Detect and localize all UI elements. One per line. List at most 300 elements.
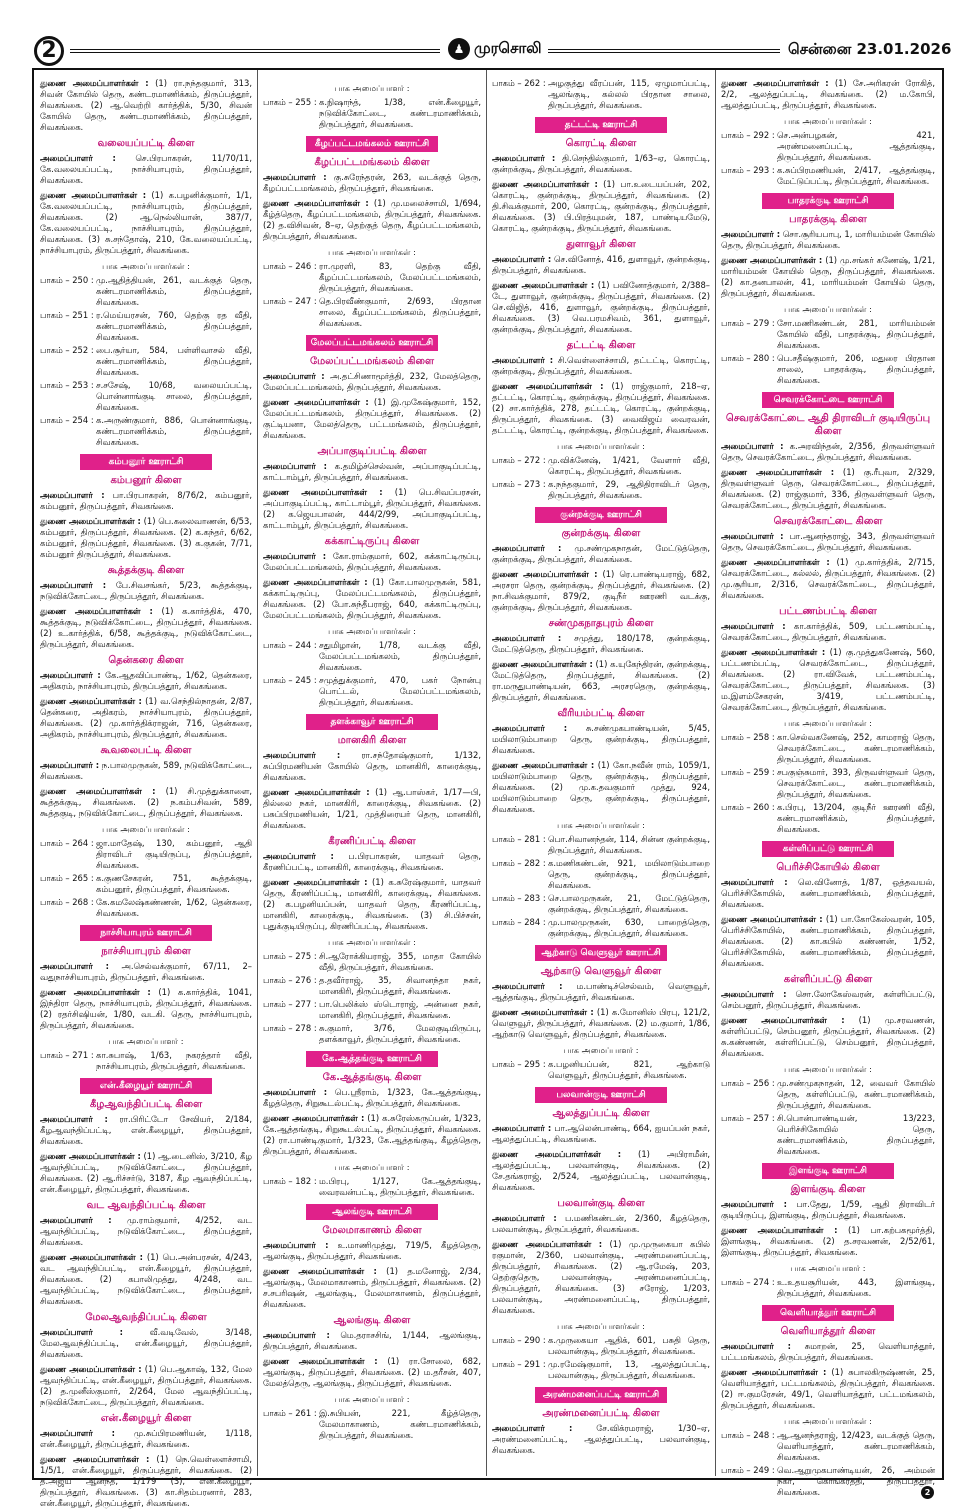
member-details: (1) மு.கார்த்திக், 2/715, செவரக்கோட்டை, கல்லல், திருப்பத்தூர், சிவகங்கை. (2) மு.சூரியா, 2/316, செவரக்கோட்டை, திருப்பத்தூர், சிவகங்கை. (721, 557, 936, 600)
booth-number: பாகம் – 279 : (721, 318, 775, 328)
member-entry (40, 961, 252, 983)
role-label: அமைப்பாளர் : (492, 1213, 557, 1223)
booth-organisers-heading: பாக அமைப்பாளர்கள் : (784, 718, 872, 728)
booth-number: பாகம் – 256 : (721, 1078, 775, 1088)
role-label: துணை அமைப்பாளர்கள் : (263, 1113, 365, 1123)
booth-entry (40, 897, 252, 919)
booth-details: பொ.சிவானந்தன், 114, சின்ன குன்றக்குடி, திருப்பத்தூர், சிவகங்கை. (548, 834, 710, 855)
booth-number: பாகம் – 295 : (492, 1059, 546, 1069)
member-details: (1) க.கார்த்திக், 1041, இந்திரா தெரு, நாச்சியாபுரம், திருப்பத்தூர், சிவகங்கை. (2) ரதர்சிஷியன், 1/80, வடகி. தெரு, நாச்சியாபுரம், திருப்பத்தூர், சிவகங்கை. (40, 987, 253, 1030)
member-entry (492, 633, 710, 655)
booth-details: க.மணிகண்டன், 921, மயிலாடும்பாறை தெரு, குன்றக்குடி, திருப்பத்தூர், சிவகங்கை. (548, 858, 710, 890)
branch-title: கீழப்பட்டமங்கலம் கிளை (314, 157, 430, 168)
booth-number: பாகம் – 280 : (721, 353, 775, 363)
role-label: அமைப்பாளர் : (492, 633, 562, 643)
member-details: (1) கு.முத்துகணேஷ், 560, பட்டணம்பட்டி, செவரக்கோட்டை, திருப்பத்தூர், சிவகங்கை. (2) ரா.விவேக், பட்டணம்பட்டி, செவரக்கோட்டை, திருப்பத்தூர், சிவகங்கை. (3) ம.இளம்சேகரன், 3/419, பட்டணம்பட்டி, செவரக்கோட்டை, திருப்பத்தூர், சிவகங்கை. (721, 647, 935, 712)
booth-entry (263, 675, 481, 708)
role-label: துணை அமைப்பாளர்கள் : (40, 606, 153, 616)
member-entry (263, 750, 481, 783)
booth-number: பாகம் – 246 : (263, 261, 317, 271)
branch-title: மேலஆவந்திப்பட்டி கிளை (85, 1312, 207, 1323)
role-label: துணை அமைப்பாளர்கள் : (40, 78, 149, 88)
member-entry (263, 1087, 481, 1109)
role-label: துணை அமைப்பாளர்கள் : (492, 569, 598, 579)
member-details: (1) ரெ.பாண்டியராஜ், 682, அரசரா தெரு, குன்றக்குடி, திருப்பத்தூர், சிவகங்கை. (2) நா.சிவக்குமார், 879/2, குடிநீர் ஊரணி வடக்கு, குன்றக்குடி, திருப்பத்தூர், சிவகங்கை. (492, 569, 710, 612)
panchayat-banner: செவரக்கோட்டை ஊராட்சி (762, 392, 894, 408)
member-entry (721, 557, 935, 601)
member-entry (721, 621, 935, 643)
booth-details: த.தவீர்ராஜ், 35, சிவானந்தா நகர், மானகிரி, திருப்பத்தூர், சிவகங்கை. (319, 975, 481, 996)
booth-entry (492, 858, 710, 891)
member-details: சு.சண்முகபாண்டியன், 5/45, மயிலாடும்பாறை தெரு, குன்றக்குடி, திருப்பத்தூர், சிவகங்கை. (492, 723, 711, 755)
newspaper-name: முரசொலி (474, 39, 542, 57)
branch-title: என்.கீழையூர் கிளை (100, 1413, 192, 1424)
member-details: சே.விக்ரமராஜ், 1/30–ஏ, அரண்மனைப்பட்டி, ஆலத்துப்பட்டி, பலவான்குடி, சிவகங்கை. (492, 1423, 710, 1455)
booth-number: பாகம் – 278 : (263, 1023, 317, 1033)
member-details: (1) மு.முருகையா கபில் ரகுமான், 2/360, பலவான்குடி, அரண்மனைப்பட்டி, திருப்பத்தூர், சிவகங்கை. (2) ஆ.ரமேஷ், 203, தெற்குதெரு, பலவான்குடி, அரண்மனைப்பட்டி, திருப்பத்தூர், சிவகங்கை. (3) சரோஜ், 1/203, பலவான்குடி, அரண்மனைப்பட்டி, திருப்பத்தூர், சிவகங்கை. (492, 1239, 710, 1315)
member-entry (492, 179, 710, 234)
booth-number: பாகம் – 249 : (721, 1465, 775, 1475)
booth-entry (492, 479, 710, 501)
role-label: துணை அமைப்பாளர்கள் : (721, 467, 835, 477)
member-entry (40, 1327, 252, 1360)
role-label: அமைப்பாளர் : (721, 441, 784, 451)
role-label: துணை அமைப்பாளர்கள் : (721, 647, 826, 657)
role-label: அமைப்பாளர் : (40, 1428, 116, 1438)
role-label: துணை அமைப்பாளர்கள் : (721, 914, 823, 924)
booth-organisers-heading: பாக அமைப்பாளர்கள் : (102, 261, 190, 271)
booth-details: ர.மெய்யரசன், 760, தெற்கு ரத வீதி, கண்டரமாணிக்கம், திருப்பத்தூர், சிவகங்கை. (96, 310, 252, 342)
member-details: (1) சுபாலகிருஷ்ணன், 25, வெளியாத்தூர், பட்டமங்கலம், திருப்பத்தூர், சிவகங்கை. (2) ஈ.குமரேசன், 49/1, வெளியாத்தூர், பட்டமங்கலம், திருப்பத்தூர், சிவகங்கை. (721, 1367, 935, 1410)
member-details: பா.ஆலென்பாண்டி, 664, ஐயப்பன் நகர், ஆலத்துப்பட்டி, சிவகங்கை. (492, 1123, 710, 1144)
booth-entry (492, 834, 710, 856)
panchayat-banner: கம்பனூர் ஊராட்சி (80, 454, 212, 470)
role-label: அமைப்பாளர் : (721, 1341, 791, 1351)
booth-entry (40, 310, 252, 343)
booth-details: இ.சுபியன், 221, கீழ்த்தெரு, மேலமாகாணம், கண்டரமாணிக்கம், திருப்பத்தூர், சிவகங்கை. (319, 1408, 481, 1440)
member-details: (1) பெ.அன்பரசன், 4/243, வட ஆவந்திப்பட்டி, என்.கீழையூர், திருப்பத்தூர், சிவகங்கை. (2) கபாலிமுத்து, 4/248, வட ஆவந்திப்பட்டி, நடுவிக்கோட்டை, திருப்பத்தூர், சிவகங்கை. (40, 1252, 253, 1306)
member-details: (1) ரா.சோலை, 682, ஆலங்குடி, திருப்பத்தூர், சிவகங்கை. (2) ம.தரீசன், 407, மேலத்தெரு, ஆலங்குடி, திருப்பத்தூர், சிவகங்கை. (263, 1356, 481, 1388)
role-label: அமைப்பாளர் : (492, 723, 568, 733)
booth-details: வெ.ஆறுமுகபாண்டியன், 26, அம்மன் நகர், கொங்கரத்தி, திருப்பத்தூர், சிவகங்கை. (777, 1465, 935, 1497)
member-entry (721, 1225, 935, 1258)
booth-details: மு.விக்னேஷ், 1/421, வேளார் வீதி, கொரட்டி, திருப்பத்தூர், சிவகங்கை. (548, 455, 710, 476)
member-entry (721, 647, 935, 713)
member-entry (492, 760, 710, 815)
role-label: அமைப்பாளர் : (40, 961, 109, 971)
member-entry (263, 198, 481, 242)
booth-number: பாகம் – 281 : (492, 834, 546, 844)
member-entry (40, 1215, 252, 1248)
member-entry (492, 381, 710, 436)
member-details: சி.வெள்ளைச்சாமி, தட்டட்டி, கொரட்டி, குன்றக்குடி, திருப்பத்தூர், சிவகங்கை. (492, 355, 710, 376)
role-label: துணை அமைப்பாளர்கள் : (721, 1367, 827, 1377)
member-details: (1) பவினோத்குமார், 2/388–டே, துளாவூர், குன்றக்குடி, திருப்பத்தூர், சிவகங்கை. (2) செ.விஜித், 416, துளாவூர், குன்றக்குடி, திருப்பத்தூர், சிவகங்கை. (3) வெ.பரமசிவம், 361, துளாவூர், குன்றக்குடி, திருப்பத்தூர், சிவகங்கை. (492, 280, 710, 334)
booth-organisers-heading: பாக அமைப்பாளர் : (334, 1162, 410, 1172)
member-details: செ.பிரபாகரன், 11/70/11, கே.வலையப்பட்டி, நாச்சியாபுரம், திருப்பத்தூர், சிவகங்கை. (40, 153, 252, 185)
member-details: (1) கோ.பாலமுருகன், 581, கக்காட்டிருப்பு, மேலப்பட்டமங்கலம், திருப்பத்தூர், சிவகங்கை. (2) போ.சுந்தீபராஜ், 640, கக்காட்டிருப்பு, மேலப்பட்டமங்கலம், திருப்பத்தூர், சிவகங்கை. (263, 577, 481, 620)
role-label: துணை அமைப்பாளர்கள் : (492, 1149, 622, 1159)
role-label: அமைப்பாளர் : (492, 1423, 573, 1433)
masthead-rule-left (70, 49, 440, 53)
booth-organisers-heading: பாக அமைப்பாளர்கள் : (328, 937, 416, 947)
booth-number: பாகம் – 257 : (721, 1113, 775, 1123)
booth-organisers-heading: பாக அமைப்பாளர்கள் : (784, 1416, 872, 1426)
booth-organisers-heading: பாக அமைப்பாளர் : (790, 1263, 866, 1273)
member-entry (721, 1341, 935, 1363)
member-details: (1) த.மனோஜ், 2/34, ஆலங்குடி, மேலமாகாணம், திருப்பத்தூர், சிவகங்கை. (2) ச.சபரிஷன், ஆலங்குடி, மேலமாகாணம், திருப்பத்தூர், சிவகங்கை. (263, 1266, 481, 1309)
booth-number: பாகம் – 264 : (40, 838, 94, 848)
role-label: துணை அமைப்பாளர்கள் : (721, 255, 823, 265)
member-details: பே.சிவசங்கர், 5/23, கூத்தக்குடி, நடுவிக்கோட்டை, திருப்பத்தூர், சிவகங்கை. (40, 580, 252, 601)
member-entry (40, 1428, 252, 1450)
booth-entry (492, 78, 710, 111)
booth-details: ஜா.மாதேஷ், 130, கம்பனூர், ஆதி திராவிடர் குடியிருப்பு, திருப்பத்தூர், சிவகங்கை. (96, 838, 252, 870)
booth-entry (40, 275, 252, 308)
member-details: சொ.சூரியபாபு, 1, மாரியம்மன் கோயில் தெரு, திருப்பத்தூர், சிவகங்கை. (721, 229, 935, 250)
booth-entry (263, 640, 481, 673)
member-details: சுமாறன், 25, வெளியாத்தூர், பட்டமங்கலம், திருப்பத்தூர், சிவகங்கை. (721, 1341, 935, 1362)
branch-title: தட்டட்டி கிளை (566, 340, 636, 351)
booth-details: ச.சசேஷ், 10/68, வலையப்பட்டி, பொன்னாங்குடி சாலை, திருப்பத்தூர், சிவகங்கை. (96, 380, 252, 412)
member-details: (1) நெ.வெள்ளைச்சாமி, 1/5/1, என்.கீழையூர், திருப்பத்தூர், சிவகங்கை. (2) த.அஜய் ஆனந்த், 1/179 (3), என்.கீழையூர், திருப்பத்தூர், சிவகங்கை. (3) கா.சிதம்பரனார், 283, என்.கீழையூர், திருப்பத்தூர், சிவகங்கை. (40, 1454, 252, 1508)
role-label: துணை அமைப்பாளர்கள் : (263, 397, 369, 407)
panchayat-banner: தளக்காவூர் ஊராட்சி (306, 714, 438, 730)
booth-number: பாகம் – 271 : (40, 1050, 94, 1060)
member-entry (721, 914, 935, 969)
member-entry (721, 877, 935, 910)
role-label: துணை அமைப்பாளர்கள் : (721, 1225, 838, 1235)
member-details: லெ.வினோத், 1/87, ஒத்தவயல், பெரிச்சிகோயில், கண்டரமாணிக்கம், திருப்பத்தூர், சிவகங்கை. (721, 877, 935, 909)
role-label: துணை அமைப்பாளர்கள் : (263, 577, 368, 587)
dateline: சென்னை 23.01.2026 (788, 40, 952, 58)
member-details: செ.வினோத், 416, துளாவூர், குன்றக்குடி, திருப்பத்தூர், சிவகங்கை. (492, 254, 710, 275)
member-details: (1) க.சுரேஸ்கருப்பன், 1/323, கே.ஆத்தங்குடி, சிறுகூடல்பட்டி, திருப்பத்தூர், சிவகங்கை. (2) ரா.பாண்டிகுமார், 1/323, கே.ஆத்தங்குடி, கீழத்தெரு, திருப்பத்தூர், சிவகங்கை. (263, 1113, 482, 1156)
booth-details: ஆ.ஆனந்தராஜ், 12/423, வடக்குத் தெரு, வெளியாத்தூர், கண்டரமாணிக்கம், சிவகங்கை. (777, 1430, 935, 1462)
member-details: அ.தட்சிணாமூர்த்தி, 232, மேலத்தெரு, மேலப்பட்டமங்கலம், திருப்பத்தூர், சிவகங்கை. (263, 371, 482, 392)
member-entry (40, 1151, 252, 1195)
member-details: க.அரவிந்தன், 2/356, திருவள்ளுவர் தெரு, செவரக்கோட்டை, திருப்பத்தூர், சிவகங்கை. (721, 441, 935, 462)
booth-number: பாகம் – 244 : (263, 640, 317, 650)
member-details: கா.கார்த்திக், 509, பட்டணம்பட்டி, செவரக்கோட்டை, திருப்பத்தூர், சிவகங்கை. (721, 621, 935, 642)
member-details: (1) க.சுரேஷ்குமார், யாதவர் தெரு, கீரணிப்பட்டி, மானகிரி, காரைக்குடி, சிவகங்கை. (2) க.பழனியப்பன், யாதவர் தெரு, கீரணிப்பட்டி, மானகிரி, காரைக்குடி, சிவகங்கை. (3) சி.பிச்சன், புதுக்குடியிருப்பு, கிரணிப்பட்டி, சிவகங்கை. (263, 877, 481, 931)
branch-title: துளாவூர் கிளை (566, 239, 636, 250)
role-label: துணை அமைப்பாளர்கள் : (40, 987, 151, 997)
member-details: கோ.ராம்குமார், 602, கக்காட்டிருப்பு, மேலப்பட்டமங்கலம், திருப்பத்தூர், சிவகங்கை. (263, 551, 481, 572)
member-details: (1) க.கார்த்திக், 470, கூத்தக்குடி, நடுவிக்கோட்டை, திருப்பத்தூர், சிவகங்கை. (2) உ.கார்த்திக், 6/58, கூத்தக்குடி, நடுவிக்கோட்டை, திருப்பத்தூர், சிவகங்கை. (40, 606, 252, 649)
masthead-logo (448, 38, 542, 60)
member-details: (1) ராஜ்குமார், 218–ஏ, தட்டட்டி, கொரட்டி, குன்றக்குடி, திருப்பத்தூர், சிவகங்கை. (2) சா.கார்த்திக், 278, தட்டட்டி, கொரட்டி, குன்றக்குடி, திருப்பத்தூர், சிவகங்கை. (3) வைவிஜய் வைரவன், தட்டட்டி, கொரட்டி, குன்றக்குடி, திருப்பத்தூர், சிவகங்கை. (492, 381, 710, 435)
member-entry (721, 255, 935, 299)
role-label: அமைப்பாளர் : (721, 229, 781, 239)
member-entry (40, 1114, 252, 1147)
booth-details: பா.பெலிக்ஸ் ஸ்டொராஜ், அன்னை நகர், மானகிரி, திருப்பத்தூர், சிவகங்கை. (319, 999, 481, 1020)
member-details: பா.ஆனந்தராஜ், 343, திருவள்ளுவர் தெரு, செவரக்கோட்டை, திருப்பத்தூர், சிவகங்கை. (721, 531, 936, 552)
booth-number: பாகம் – 260 : (721, 802, 775, 812)
member-details: (1) சே.அரிகரன் ரோகித், 2/2, ஆலத்துப்பட்டி, சிவகங்கை. (2) ம.கோபி, ஆலத்துப்பட்டி, திருப்பத்தூர், சிவகங்கை. (721, 78, 935, 110)
member-entry (492, 981, 710, 1003)
branch-title: பெரிச்சிகோயில் கிளை (776, 862, 880, 873)
booth-entry (40, 873, 252, 895)
role-label: அமைப்பாளர் : (721, 877, 788, 887)
booth-number: பாகம் – 259 : (721, 767, 775, 777)
booth-organisers-heading: பாக அமைப்பாளர் : (108, 1036, 184, 1046)
branch-title: கூத்தக்குடி கிளை (107, 565, 185, 576)
masthead (0, 0, 972, 64)
member-details: உ.மாணிமுத்து, 719/5, கீழத்தெரு, ஆலங்குடி, திருப்பத்தூர், சிவகங்கை. (263, 1240, 481, 1261)
booth-number: பாகம் – 282 : (492, 858, 546, 868)
member-entry (40, 1252, 252, 1307)
booth-entry (263, 1408, 481, 1441)
member-entry (492, 1239, 710, 1316)
role-label: துணை அமைப்பாளர்கள் : (263, 877, 368, 887)
member-entry (40, 516, 252, 560)
member-entry (263, 877, 481, 932)
booth-number: பாகம் – 254 : (40, 415, 94, 425)
member-details: பெ.ஸ்ரீராம், 1/323, கே.ஆத்தங்குடி, கீழத்தெரு, சிறுகூடல்பட்டி, திருப்பத்தூர், சிவகங்கை. (263, 1087, 481, 1108)
branch-title: வட ஆவந்திப்பட்டி கிளை (86, 1200, 206, 1211)
member-entry (721, 441, 935, 463)
booth-details: கா.செல்வகணேஷ், 252, காமராஜ் தெரு, செவரக்கோட்டை, கண்டரமாணிக்கம், திருப்பத்தூர், சிவகங்கை. (777, 732, 935, 764)
booth-entry (40, 415, 252, 448)
booth-details: சதுமிழான், 1/78, வடக்கு வீதி, மேலப்பட்டமங்கலம், திருப்பத்தூர், சிவகங்கை. (319, 640, 481, 672)
booth-organisers-heading: பாக அமைப்பாளர் : (563, 1045, 639, 1055)
booth-organisers-heading: பாக அமைப்பாளர்கள் : (328, 626, 416, 636)
booth-details: க.பிரபு, 13/204, குடிநீர் ஊரணி வீதி, கண்டரமாணிக்கம், திருப்பத்தூர், சிவகங்கை. (777, 802, 935, 834)
panchayat-banner: பாதரக்குடி ஊராட்சி (762, 193, 894, 209)
branch-title: மேலமாகாணம் கிளை (322, 1225, 422, 1236)
booth-entry (263, 1023, 481, 1045)
booth-details: க.முருகையா ஆதிக், 601, பசுதி தெரு, பலவான்குடி, திருப்பத்தூர், சிவகங்கை. (548, 1335, 710, 1356)
booth-organisers-heading: பாக அமைப்பாளர்கள் : (557, 1321, 645, 1331)
member-entry (263, 172, 481, 194)
role-label: அமைப்பாளர் : (263, 551, 327, 561)
booth-entry (721, 1078, 935, 1111)
member-entry (721, 531, 935, 553)
booth-entry (263, 261, 481, 294)
member-details: (1) க.பழனிக்குமார், 1/1, கே.வலையப்பட்டி, நாச்சியாபுரம், திருப்பத்தூர், சிவகங்கை. (2) ஆ.நெல்லியான், 387/7, கே.வலையப்பட்டி, நாச்சியாபுரம், திருப்பத்தூர், சிவகங்கை. (3) சு.சந்தோஷ், 210, கே.வலையப்பட்டி, நாச்சியாபுரம், திருப்பத்தூர், சிவகங்கை. (40, 190, 252, 255)
branch-title: கள்ளிப்பட்டு கிளை (783, 974, 873, 985)
member-entry (492, 153, 710, 175)
booth-number: பாகம் – 272 : (492, 455, 546, 465)
branch-title: மேலப்பட்டமங்கலம் கிளை (310, 356, 434, 367)
role-label: அமைப்பாளர் : (40, 1327, 123, 1337)
member-entry (40, 1454, 252, 1509)
member-details: சொ.லோகேஸ்வரன், கள்ளிப்பட்டு, செம்பனூர், திருப்பத்தூர், சிவகங்கை. (721, 989, 935, 1010)
booth-details: க.நிஷாந்த், 1/38, என்.கீழையூர், நடுவிக்கோட்டை, கண்டரமாணிக்கம், திருப்பத்தூர், சிவகங்கை. (319, 97, 481, 129)
column-3 (492, 78, 710, 1474)
role-label: அமைப்பாளர் : (492, 355, 554, 365)
branch-title: ஆற்காடு வெளுவூர் கிளை (540, 966, 662, 977)
member-details: பா.பிரபாகரன், 8/76/2, கம்பனூர், கம்பனூர், திருப்பத்தூர், சிவகங்கை. (40, 490, 253, 511)
branch-title: கூவலைபட்டி கிளை (100, 745, 192, 756)
role-label: துணை அமைப்பாளர்கள் : (263, 1266, 377, 1276)
booth-number: பாகம் – 251 : (40, 310, 94, 320)
member-entry (40, 670, 252, 692)
branch-title: அப்பாகுடிப்பட்டி கிளை (317, 446, 427, 457)
booth-details: பை.சூர்யா, 584, பள்ளிவாசல் வீதி, கண்டரமாணிக்கம், திருப்பத்தூர், சிவகங்கை. (96, 345, 252, 377)
member-entry (263, 1356, 481, 1389)
role-label: துணை அமைப்பாளர்கள் : (40, 516, 141, 526)
booth-details: உ.உதயசூரியன், 443, இளங்குடி, திருப்பத்தூர், சிவகங்கை. (777, 1277, 935, 1298)
booth-number: பாகம் – 182 : (263, 1176, 317, 1186)
branch-title: கொரட்டி கிளை (565, 138, 637, 149)
booth-details: க.நந்தகுமார், 29, ஆதிதிராவிடர் தெரு, திருப்பத்தூர், சிவகங்கை. (548, 479, 710, 500)
branch-title: மானகிரி கிளை (337, 735, 407, 746)
member-entry (263, 461, 481, 483)
role-label: துணை அமைப்பாளர்கள் : (40, 1252, 144, 1262)
booth-details: சி.பொன்பாண்டியன், 13/223, பெரிச்சிகோயில் தெரு, கண்டரமாணிக்கம், திருப்பத்தூர், சிவகங்கை. (777, 1113, 935, 1156)
footer-page-number: 2 (921, 1486, 934, 1499)
member-entry (721, 78, 935, 111)
booth-details: பெ.சதீஷ்குமார், 206, மதுரை பிரதான சாலை, பாதரக்குடி, திருப்பத்தூர், சிவகங்கை. (777, 353, 935, 385)
column-divider (257, 70, 258, 1476)
panchayat-banner: ஆற்காடு வெளுவூர் ஊராட்சி (535, 945, 667, 961)
column-divider (715, 70, 716, 1476)
booth-entry (492, 917, 710, 939)
member-details: (1) க.யுகேந்திரன், குன்றக்குடி, மேட்டுத்தெரு, திருப்பத்தூர், சிவகங்கை. (2) ரா.மருதுபாண்டியன், 663, அரசரதெரு, குன்றக்குடி, திருப்பத்தூர், சிவகங்கை. (492, 659, 710, 702)
booth-number: பாகம் – 268 : (40, 897, 94, 907)
booth-entry (721, 1113, 935, 1157)
member-details: ம.பாண்டிச்செல்வம், வெளுவூர், ஆத்தங்குடி, திருப்பத்தூர், சிவகங்கை. (492, 981, 711, 1002)
chariot-icon: ♟ (448, 38, 470, 60)
role-label: துணை அமைப்பாளர்கள் : (492, 659, 593, 669)
role-label: அமைப்பாளர் : (721, 621, 786, 631)
member-details: சமுத்து, 180/178, குன்றக்குடி, மேட்டுத்தெரு, திருப்பத்தூர், சிவகங்கை. (492, 633, 710, 654)
member-details: மு.சுப்பிரமணியன், 1/118, என்.கீழையூர், திருப்பத்தூர், சிவகங்கை. (40, 1428, 253, 1449)
member-details: (1) பெ.சிவப்பரசன், அப்பாகுடிப்பட்டி, காட்டாம்பூர், திருப்பத்தூர், சிவகங்கை. (2) க.ஜெயபாலன், 444/2/99, அப்பாகுடிப்பட்டி, காட்டாம்பூர், திருப்பத்தூர், சிவகங்கை. (263, 487, 482, 530)
panchayat-banner: குன்றக்குடி ஊராட்சி (535, 507, 667, 523)
role-label: துணை அமைப்பாளர்கள் : (40, 786, 156, 796)
branch-title: தென்கரை கிளை (108, 655, 184, 666)
member-entry (721, 1199, 935, 1221)
role-label: அமைப்பாளர் : (40, 760, 100, 770)
member-details: அ.செல்வக்குமார், 67/11, 2–வதுநாச்சியாபுரம், திருப்பத்தூர், சிவகங்கை. (40, 961, 252, 982)
branch-title: கக்காட்டிருப்பு கிளை (324, 536, 420, 547)
role-label: அமைப்பாளர் : (721, 531, 784, 541)
member-entry (263, 1330, 481, 1352)
member-entry (492, 280, 710, 335)
booth-entry (263, 296, 481, 329)
role-label: அமைப்பாளர் : (263, 1240, 329, 1250)
branch-title: செவரக்கோட்டை ஆதி திராவிடர் குடியிருப்பு கிளை (725, 413, 931, 437)
booth-number: பாகம் – 245 : (263, 675, 317, 685)
member-entry (40, 696, 252, 740)
member-entry (492, 254, 710, 276)
role-label: துணை அமைப்பாளர்கள் : (263, 787, 370, 797)
booth-details: ம.பிரபு, 1/127, கே.ஆத்தங்குடி, வைரவன்பட்டி, திருப்பத்தூர், சிவகங்கை. (319, 1176, 481, 1197)
panchayat-banner: தட்டட்டி ஊராட்சி (535, 117, 667, 133)
booth-number: பாகம் – 275 : (263, 951, 317, 961)
member-entry (263, 787, 481, 831)
booth-details: மு.ஆதித்தியன், 261, வடக்குத் தெரு, கண்டரமாணிக்கம், திருப்பத்தூர், சிவகங்கை. (96, 275, 252, 307)
branch-title: பாதரக்குடி கிளை (789, 214, 867, 225)
member-entry (492, 543, 710, 565)
booth-details: அழகுத்து வீரப்பன், 115, ஏழுமாப்பட்டி, ஆலங்குடி, கல்லல் பிரதான சாலை, திருப்பத்தூர், சிவகங்கை. (548, 78, 710, 110)
role-label: துணை அமைப்பாளர்கள் : (492, 280, 595, 290)
booth-number: பாகம் – 273 : (492, 479, 546, 489)
panchayat-banner: கீழப்பட்டமங்கலம் ஊராட்சி (306, 136, 438, 152)
booth-entry (721, 802, 935, 835)
role-label: துணை அமைப்பாளர்கள் : (40, 1364, 142, 1374)
booth-details: க.சுப்பிரமணியன், 2/417, ஆத்தங்குடி, மேட்டுப்பட்டி, திருப்பத்தூர், சிவகங்கை. (777, 165, 935, 186)
role-label: அமைப்பாளர் : (263, 750, 341, 760)
role-label: துணை அமைப்பாளர்கள் : (263, 1356, 378, 1366)
booth-details: சி.ஆரோக்கியராஜ், 355, மாதா கோயில் வீதி, திருப்பத்தூர், சிவகங்கை. (319, 951, 481, 972)
booth-organisers-heading: பாக அமைப்பாளர்கள் : (784, 304, 872, 314)
booth-number: பாகம் – 290 : (492, 1335, 546, 1345)
booth-entry (40, 838, 252, 871)
branch-title: வீரியம்பட்டி கிளை (557, 708, 645, 719)
booth-details: மு.ரமேஷ்குமார், 13, ஆலத்துப்பட்டி, பலவான்குடி, திருப்பத்தூர், சிவகங்கை. (548, 1359, 710, 1380)
member-details: ப.பிரபாகரன், யாதவர் தெரு, கீரணிப்பட்டி, மானகிரி, காரைக்குடி, சிவகங்கை. (263, 851, 481, 872)
member-details: ரா.சந்தோஷ்குமார், 1/132, சுப்பிரமணியன் கோயில் தெரு, மானகிரி, காரைக்குடி, சிவகங்கை. (263, 750, 481, 782)
booth-number: பாகம் – 247 : (263, 296, 317, 306)
member-entry (721, 1015, 935, 1059)
member-entry (492, 1149, 710, 1193)
booth-entry (492, 455, 710, 477)
booth-entry (263, 999, 481, 1021)
booth-details: கா.சுபாஷ், 1/63, நகரத்தார் வீதி, நாச்சியாபுரம், திருப்பத்தூர், சிவகங்கை. (96, 1050, 252, 1071)
member-entry (263, 577, 481, 621)
member-entry (263, 371, 481, 393)
member-details: (1) பா.கற்பகமூர்த்தி, இளங்குடி, சிவகங்கை. (2) த.சரவணன், 2/52/61, இளங்குடி, திருப்பத்தூர், சிவகங்கை. (721, 1225, 936, 1257)
role-label: அமைப்பாளர் : (40, 153, 116, 163)
member-details: ந.பாலமுருகன், 589, நடுவிக்கோட்டை, சிவகங்கை. (40, 760, 253, 781)
member-details: க.தமிழ்ச்செல்வன், அப்பாகுடிப்பட்டி, காட்டாம்பூர், திருப்பத்தூர், சிவகங்கை. (263, 461, 481, 482)
member-details: (1) அபிராமீன், ஆலத்துப்பட்டி, பலவான்குடி, சிவகங்கை. (2) சே.தங்கராஜ், 2/524, ஆலத்துப்பட்டி, பலவான்குடி, சிவகங்கை. (492, 1149, 711, 1192)
member-entry (263, 487, 481, 531)
booth-entry (492, 1359, 710, 1381)
member-details: (1) ரா.நந்தகுமார், 313, சிவன் கோயில் தெரு, கண்டரமாணிக்கம், திருப்பத்தூர், சிவகங்கை. (2) ஆ.வெற்றி கார்த்திக், 5/30, சிவன் கோயில் தெரு, கண்டரமாணிக்கம், திருப்பத்தூர், சிவகங்கை. (40, 78, 252, 132)
panchayat-banner: ஆலங்குடி ஊராட்சி (306, 1204, 438, 1220)
booth-entry (40, 1050, 252, 1072)
booth-entry (721, 318, 935, 351)
booth-entry (721, 1465, 935, 1498)
branch-title: நாச்சியாபுரம் கிளை (101, 946, 191, 957)
member-entry (40, 580, 252, 602)
booth-organisers-heading: பாக அமைப்பாளர்கள் : (328, 247, 416, 257)
role-label: துணை அமைப்பாளர்கள் : (721, 1015, 845, 1025)
booth-organisers-heading: பாக அமைப்பாளர்கள் : (557, 820, 645, 830)
member-details: (1) கு.ரீபுவா, 2/329, திருவள்ளுவர் தெரு, செவரக்கோட்டை, திருப்பத்தூர், சிவகங்கை. (2) ராஜ்குமார், 336, திருவள்ளுவர் தெரு, செவரக்கோட்டை, திருப்பத்தூர், சிவகங்கை. (721, 467, 935, 510)
member-entry (40, 606, 252, 650)
role-label: அமைப்பாளர் : (263, 172, 327, 182)
booth-number: பாகம் – 291 : (492, 1359, 546, 1369)
role-label: துணை அமைப்பாளர்கள் : (40, 696, 142, 706)
role-label: அமைப்பாளர் : (40, 670, 101, 680)
role-label: துணை அமைப்பாளர்கள் : (40, 1454, 150, 1464)
member-details: கு.சுரேந்தரன், 263, வடக்குத் தெரு, கீழப்பட்டமங்கலம், திருப்பத்தூர், சிவகங்கை. (263, 172, 481, 193)
role-label: துணை அமைப்பாளர்கள் : (263, 198, 369, 208)
branch-title: பலவான்குடி கிளை (557, 1198, 645, 1209)
booth-number: பாகம் – 283 : (492, 893, 546, 903)
booth-details: செ.அன்பழகன், 421, அரண்மனைப்பட்டி, ஆத்தங்குடி, திருப்பத்தூர், சிவகங்கை. (777, 130, 935, 162)
booth-number: பாகம் – 252 : (40, 345, 94, 355)
role-label: அமைப்பாளர் : (40, 580, 107, 590)
member-entry (492, 355, 710, 377)
branch-title: சண்முகநாதபுரம் கிளை (548, 618, 654, 629)
branch-title: கீரணிப்பட்டி கிளை (328, 836, 416, 847)
member-entry (721, 1367, 935, 1411)
booth-organisers-heading: பாக அமைப்பாளர்கள் : (557, 441, 645, 451)
role-label: அமைப்பாளர் : (263, 1330, 330, 1340)
booth-details: செ.பாலமுருகன், 21, மேட்டுத்தெரு, குன்றக்குடி, திருப்பத்தூர், சிவகங்கை. (548, 893, 710, 914)
member-entry (40, 1364, 252, 1408)
booth-details: சபகுஞ்சுமார், 393, திருவள்ளுவர் தெரு, செவரக்கோட்டை, கண்டரமாணிக்கம், திருப்பத்தூர், சிவகங்கை. (777, 767, 935, 799)
branch-title: கம்பனூர் கிளை (110, 475, 182, 486)
booth-details: க.அருண்குமார், 886, பொன்னாங்குடி, கண்டரமாணிக்கம், திருப்பத்தூர், சிவகங்கை. (96, 415, 252, 447)
